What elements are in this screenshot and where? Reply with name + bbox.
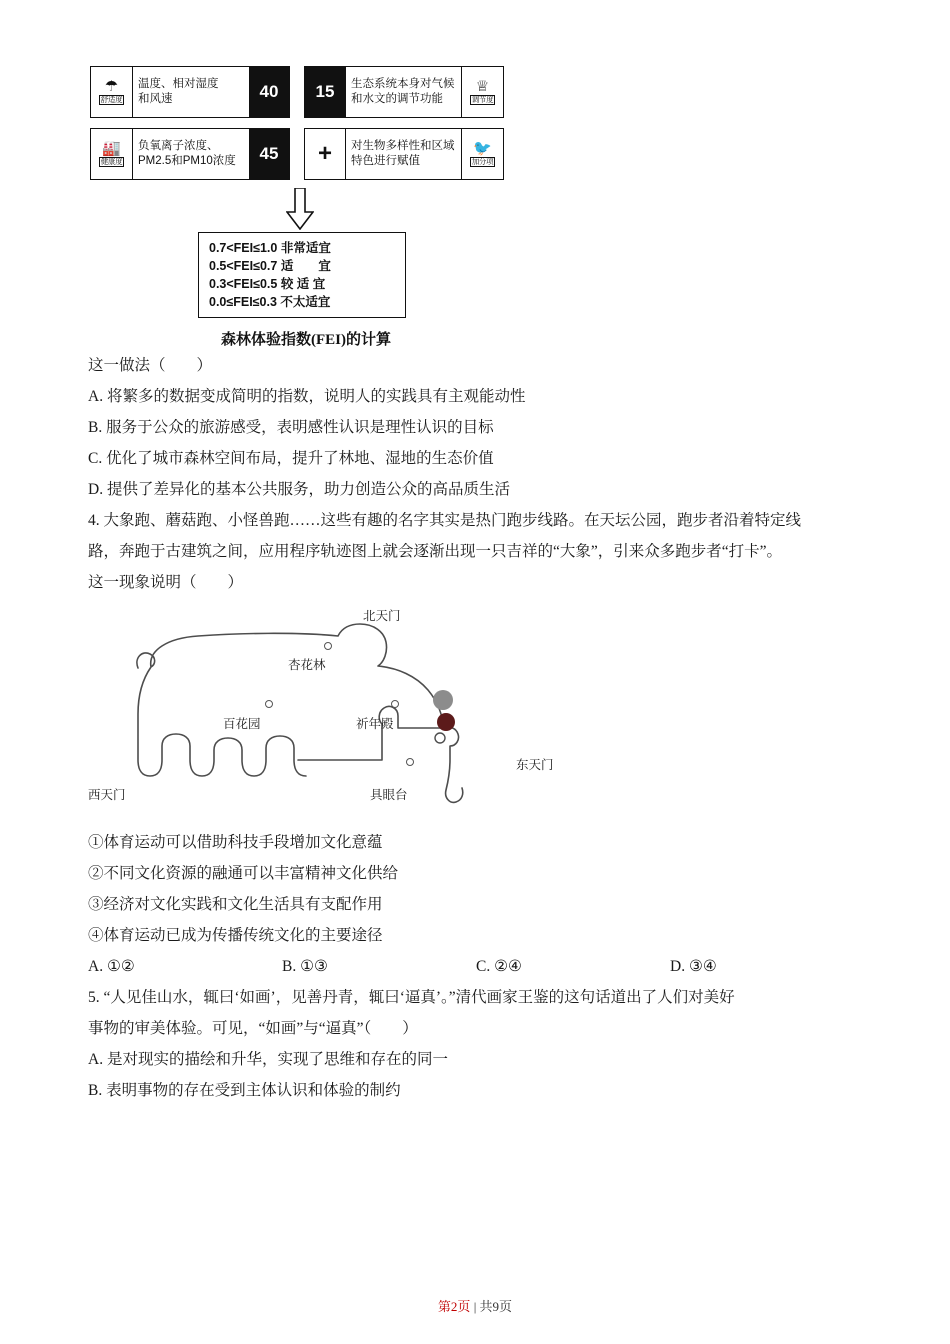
q4-statement-2: ②不同文化资源的融通可以丰富精神文化供给: [88, 865, 399, 882]
q4-option-c: C. ②④: [476, 958, 522, 975]
q4-statement-1: ①体育运动可以借助科技手段增加文化意蕴: [88, 834, 383, 851]
comfort-badge-label: 舒适度: [100, 95, 123, 104]
q4-option-d: D. ③④: [670, 958, 717, 975]
q4-stem-line2: 路，奔跑于古建筑之间，应用程序轨迹图上就会逐渐出现一只吉祥的“大象”，引来众多跑步者“打卡”。: [88, 543, 783, 560]
health-text-line2: PM2.5和PM10浓度: [138, 155, 236, 167]
fei-result-box: [198, 232, 406, 318]
regulation-text-line1: 生态系统本身对气候: [351, 78, 455, 90]
health-glyph: 🏭: [102, 140, 121, 157]
page-footer: [0, 1296, 950, 1315]
q5-option-a: A. 是对现实的描绘和升华，实现了思维和存在的同一: [88, 1051, 448, 1068]
q5-option-b: B. 表明事物的存在受到主体认识和体验的制约: [88, 1082, 401, 1099]
q3-stem: 这一做法（ ）: [88, 357, 213, 374]
map-dot: [391, 700, 399, 708]
fei-cell-comfort-text: [133, 67, 249, 117]
q4-option-b: B. ①③: [282, 958, 328, 975]
fei-cell-regulation: [304, 66, 504, 118]
footer-separator: |: [470, 1299, 480, 1314]
health-badge-label: 健康度: [100, 157, 123, 166]
map-label-north-gate: 北天门: [363, 609, 401, 623]
health-score: 45: [249, 129, 289, 179]
page-content: [88, 40, 864, 1106]
q4-stem-line3: 这一现象说明（ ）: [88, 574, 244, 591]
map-dot: [324, 642, 332, 650]
factory-icon: [91, 129, 133, 179]
crown-icon: [461, 67, 503, 117]
regulation-text-line2: 和水文的调节功能: [351, 93, 443, 105]
fei-row: [90, 128, 510, 180]
q4-option-a: A. ①②: [88, 958, 135, 975]
fei-cell-bonus-text: [346, 129, 461, 179]
map-label-jueyan-platform: 具眼台: [370, 788, 408, 802]
comfort-score: 40: [249, 67, 289, 117]
map-label-hundred-flower-garden: 百花园: [223, 717, 261, 731]
bonus-glyph: 🐦: [473, 140, 492, 157]
map-label-east-gate: 东天门: [516, 758, 554, 772]
bonus-text-line2: 特色进行赋值: [351, 155, 420, 167]
q3-option-c: C. 优化了城市森林空间布局，提升了林地、湿地的生态价值: [88, 450, 494, 467]
fei-result-line: 0.0≤FEI≤0.3 不太适宜: [209, 295, 331, 309]
comfort-glyph: ☂: [104, 78, 119, 95]
q4-stem-line1: 4. 大象跑、蘑菇跑、小怪兽跑……这些有趣的名字其实是热门跑步线路。在天坛公园，跑步者沿着特定线: [88, 512, 802, 529]
q3-option-d: D. 提供了差异化的基本公共服务，助力创造公众的高品质生活: [88, 481, 510, 498]
down-arrow-icon: [286, 188, 314, 230]
q4-options-row: [88, 951, 864, 982]
fei-cell-regulation-text: [346, 67, 461, 117]
regulation-badge-label: 调节度: [471, 95, 494, 104]
fei-result-line: 0.7<FEI≤1.0 非常适宜: [209, 241, 331, 255]
fei-row: [90, 66, 510, 118]
q3-option-a: A. 将繁多的数据变成简明的指数，说明人的实践具有主观能动性: [88, 388, 526, 405]
regulation-glyph: ♕: [475, 78, 490, 95]
bonus-text-line1: 对生物多样性和区域: [351, 140, 455, 152]
bonus-badge-label: 加分项: [471, 157, 494, 166]
map-label-west-gate: 西天门: [88, 788, 126, 802]
comfort-text-line1: 温度、相对湿度: [138, 78, 219, 90]
fei-diagram-figure: [88, 40, 864, 350]
q4-statement-3: ③经济对文化实践和文化生活具有支配作用: [88, 896, 383, 913]
figure-caption: 森林体验指数(FEI)的计算: [221, 332, 391, 348]
q5-stem-line2: 事物的审美体验。可见，“如画”与“逼真”（ ）: [88, 1020, 418, 1037]
map-dot: [265, 700, 273, 708]
comfort-text-line2: 和风速: [138, 93, 173, 105]
fei-result-line: 0.5<FEI≤0.7 适 宜: [209, 259, 331, 273]
health-text-line1: 负氧离子浓度、: [138, 140, 219, 152]
map-label-apricot-forest: 杏花林: [288, 658, 326, 672]
fei-cell-health: [90, 128, 290, 180]
map-label-hall-of-prayer: 祈年殿: [356, 717, 394, 731]
q5-stem-line1: 5. “人见佳山水，辄曰‘如画’，见善丹青，辄曰‘逼真’。”清代画家王鉴的这句话道出了人们对美好: [88, 989, 735, 1006]
umbrella-icon: [91, 67, 133, 117]
fei-grid: [90, 66, 510, 190]
q4-statement-4: ④体育运动已成为传播传统文化的主要途径: [88, 927, 383, 944]
footer-page-number: 第2页: [437, 1299, 471, 1314]
fei-cell-health-text: [133, 129, 249, 179]
fei-result-line: 0.3<FEI≤0.5 较 适 宜: [209, 277, 326, 291]
q3-option-b: B. 服务于公众的旅游感受，表明感性认识是理性认识的目标: [88, 419, 494, 436]
fei-cell-comfort: [90, 66, 290, 118]
elephant-route-map: [88, 602, 864, 827]
fei-cell-bonus: [304, 128, 504, 180]
regulation-score: 15: [305, 67, 346, 117]
footer-total-pages: 共9页: [479, 1299, 513, 1314]
plus-icon: +: [305, 129, 346, 179]
bird-icon: [461, 129, 503, 179]
map-dot: [406, 758, 414, 766]
